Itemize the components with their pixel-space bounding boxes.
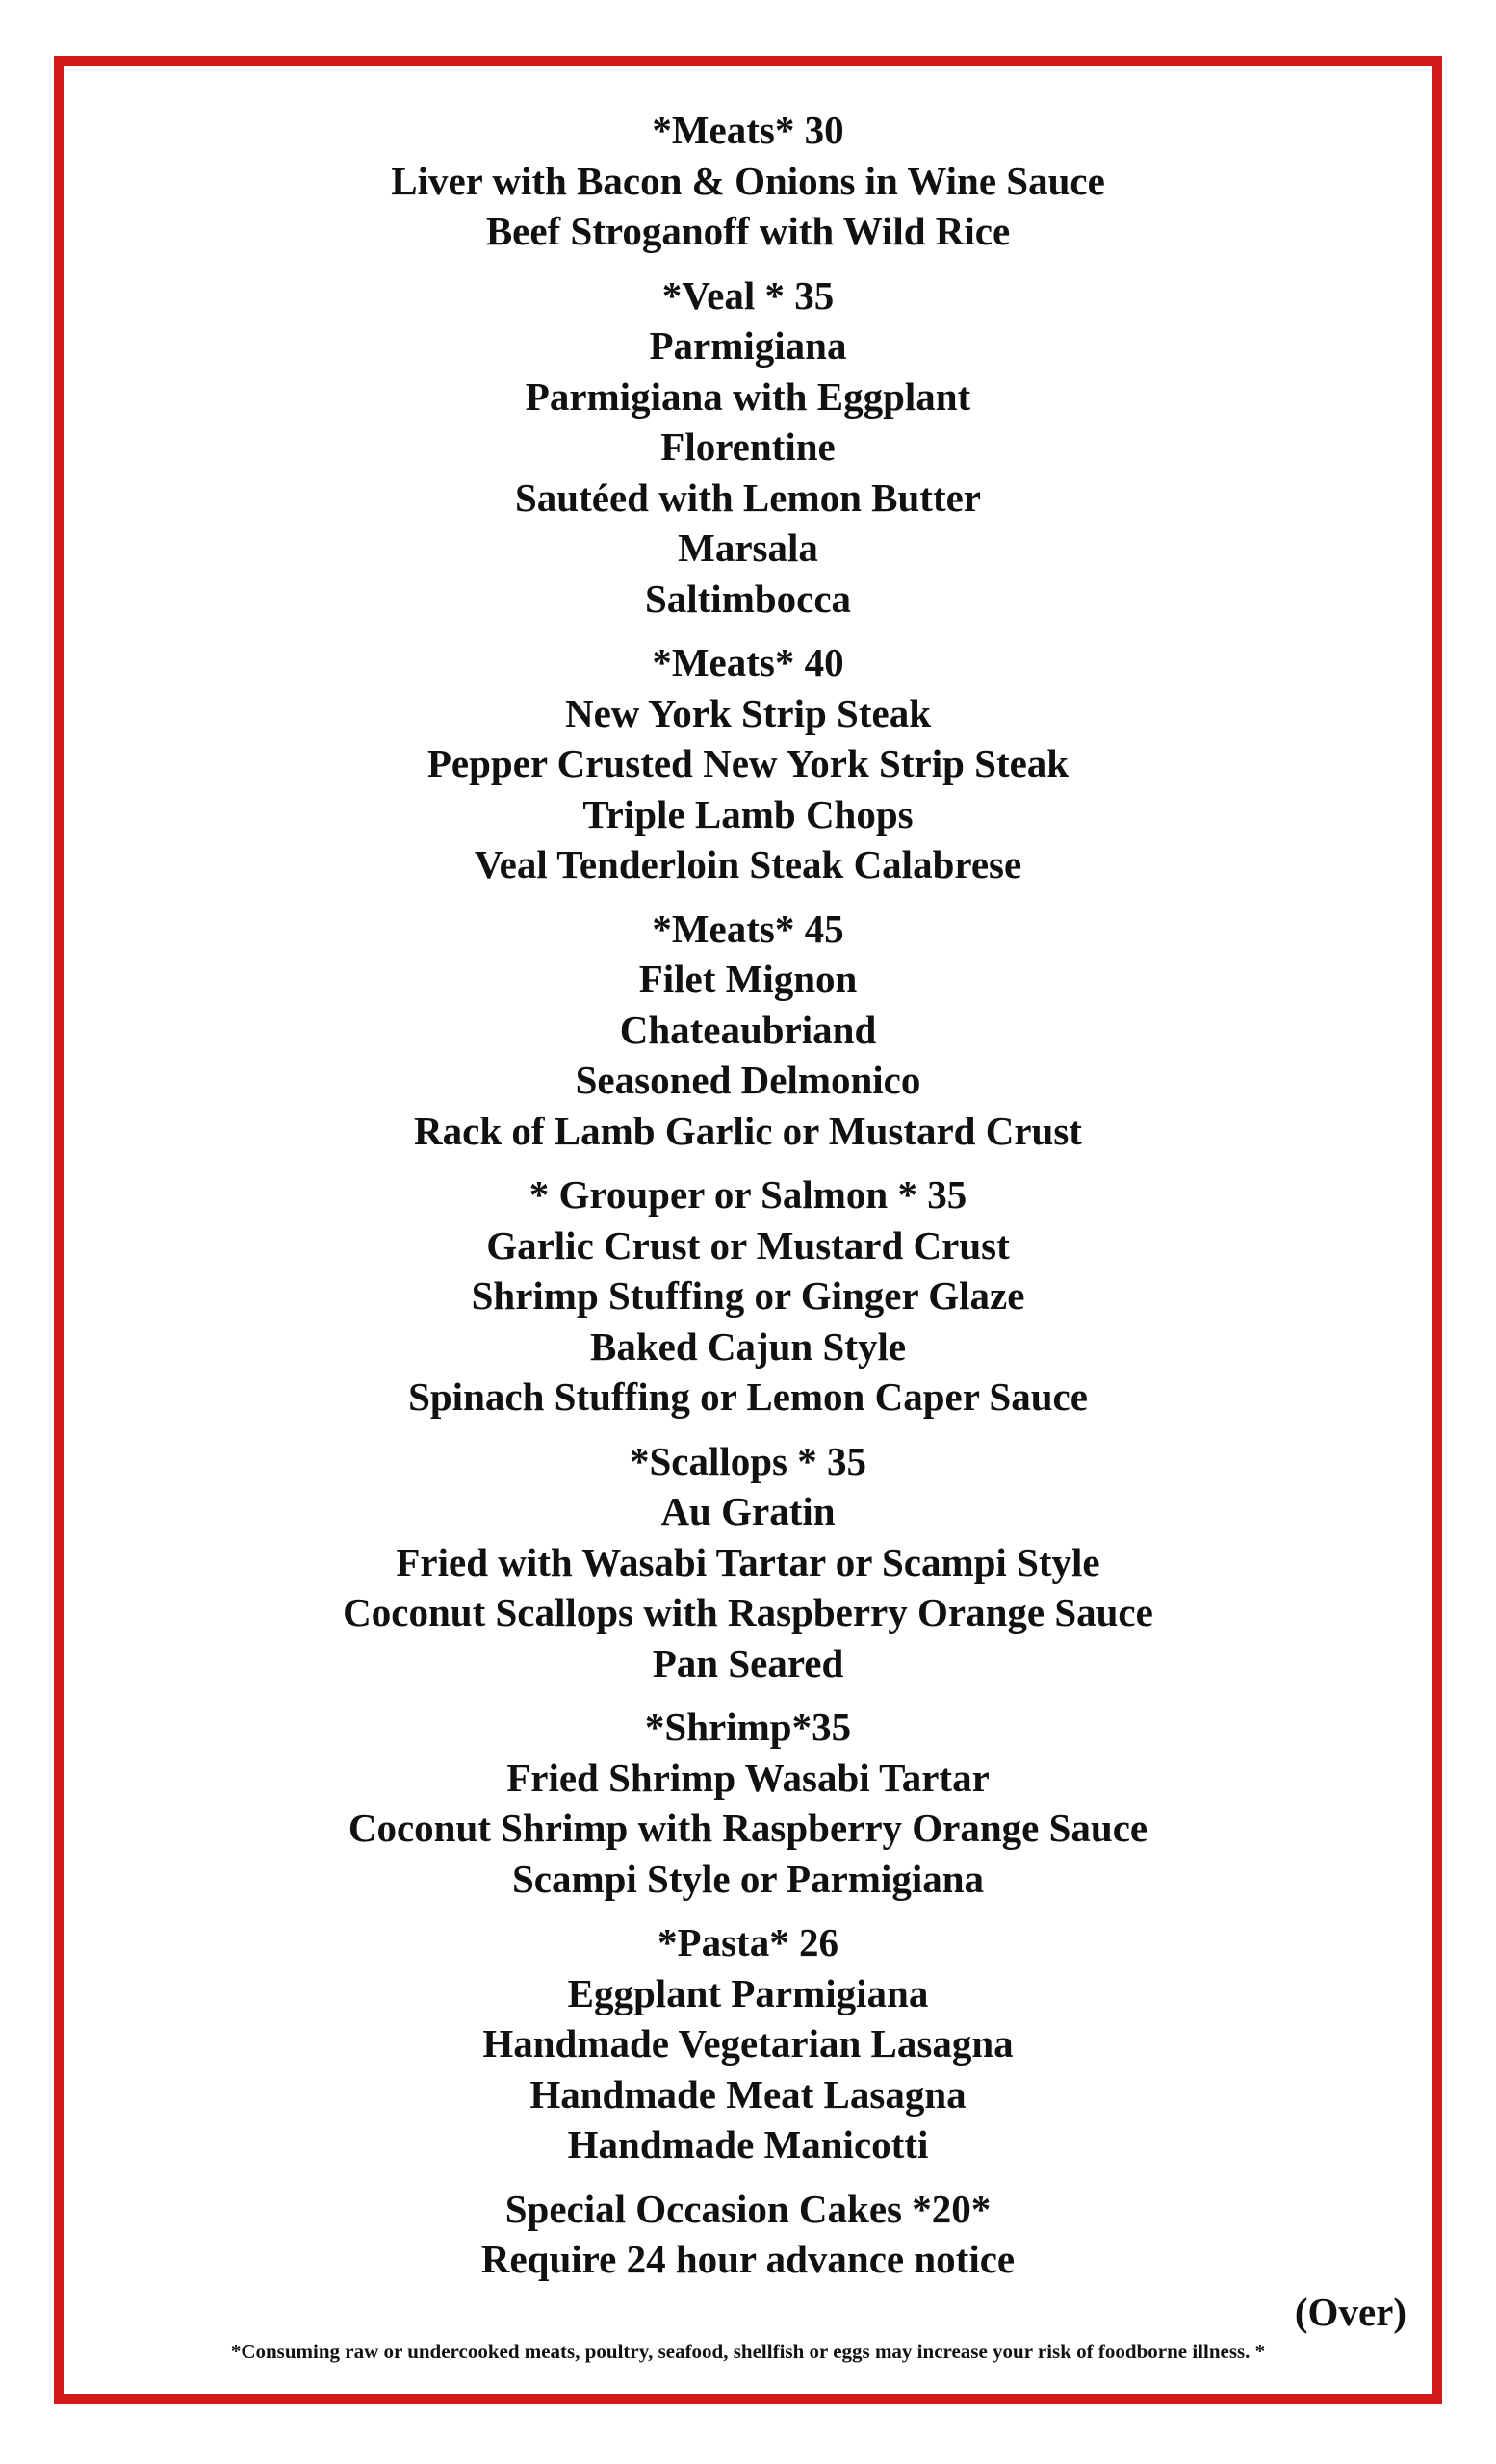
menu-item: Parmigiana with Eggplant [525,373,971,419]
menu-item: Shrimp Stuffing or Ginger Glaze [471,1273,1025,1318]
menu-item: Florentine [660,424,836,469]
menu-section-scallops-35 [64,1436,1432,1689]
menu-section-pasta-26 [64,1917,1432,2170]
section-heading: * Grouper or Salmon * 35 [529,1172,967,1217]
section-heading: *Meats* 40 [652,640,844,684]
menu-item: Baked Cajun Style [589,1323,907,1369]
section-heading: *Pasta* 26 [658,1920,838,1964]
menu-item: Coconut Shrimp with Raspberry Orange Sauce [348,1806,1148,1850]
menu-item: Liver with Bacon & Onions in Wine Sauce [391,158,1105,203]
menu-item: Au Gratin [660,1489,836,1533]
menu-item: Require 24 hour advance notice [480,2237,1016,2281]
menu-item: Spinach Stuffing or Lemon Caper Sauce [408,1374,1088,1419]
menu-item: Handmade Meat Lasagna [529,2071,967,2117]
menu-item: Handmade Manicotti [567,2122,929,2167]
section-heading: *Meats* 30 [652,108,844,152]
menu-item: Rack of Lamb Garlic or Mustard Crust [414,1108,1082,1153]
section-heading: *Shrimp*35 [644,1705,852,1749]
menu-section-shrimp-35 [64,1702,1432,1904]
menu-item: Pepper Crusted New York Strip Steak [426,741,1070,785]
section-heading: Special Occasion Cakes *20* [504,2186,992,2231]
menu-section-meats-45 [64,904,1432,1157]
menu-item: Sautéed with Lemon Butter [514,475,981,520]
section-heading: *Scallops * 35 [629,1438,867,1483]
menu-section-grouper-salmon-35 [64,1169,1432,1423]
menu-item: Parmigiana [649,323,847,368]
menu-item: Scampi Style or Parmigiana [511,1856,985,1901]
menu-item: Fried with Wasabi Tartar or Scampi Style [396,1539,1100,1584]
menu-item: Veal Tenderloin Steak Calabrese [474,842,1022,886]
over-label: (Over) [1294,2290,1406,2334]
section-heading: *Meats* 45 [652,906,844,951]
menu-item: Beef Stroganoff with Wild Rice [485,209,1011,253]
menu-item: Seasoned Delmonico [575,1058,921,1102]
menu-border-frame [54,56,1442,2404]
menu-item: Eggplant Parmigiana [567,1970,929,2015]
menu-section-special-occasion-cakes [64,2184,1432,2285]
menu-item: Coconut Scallops with Raspberry Orange Sauce [343,1590,1153,1634]
menu-item: Fried Shrimp Wasabi Tartar [506,1755,990,1800]
menu-section-meats-40 [64,637,1432,890]
section-heading: *Veal * 35 [661,272,835,318]
menu-item: New York Strip Steak [564,690,931,735]
foodborne-illness-disclaimer: *Consuming raw or undercooked meats, poultry, seafood, shellfish or eggs may increase your risk of foodborne illness. * [230,2340,1266,2363]
menu-item: Chateaubriand [619,1007,877,1052]
menu-item: Garlic Crust or Mustard Crust [486,1222,1010,1268]
menu-section-veal-35 [64,270,1432,625]
menu-item: Saltimbocca [644,576,852,621]
menu-item: Filet Mignon [638,957,858,1001]
menu-item: Pan Seared [652,1640,844,1685]
menu-section-meats-30 [64,105,1432,257]
menu-item: Handmade Vegetarian Lasagna [482,2021,1014,2066]
menu-item: Triple Lamb Chops [582,791,914,836]
menu-item: Marsala [678,526,818,570]
menu-list [64,105,1432,2298]
